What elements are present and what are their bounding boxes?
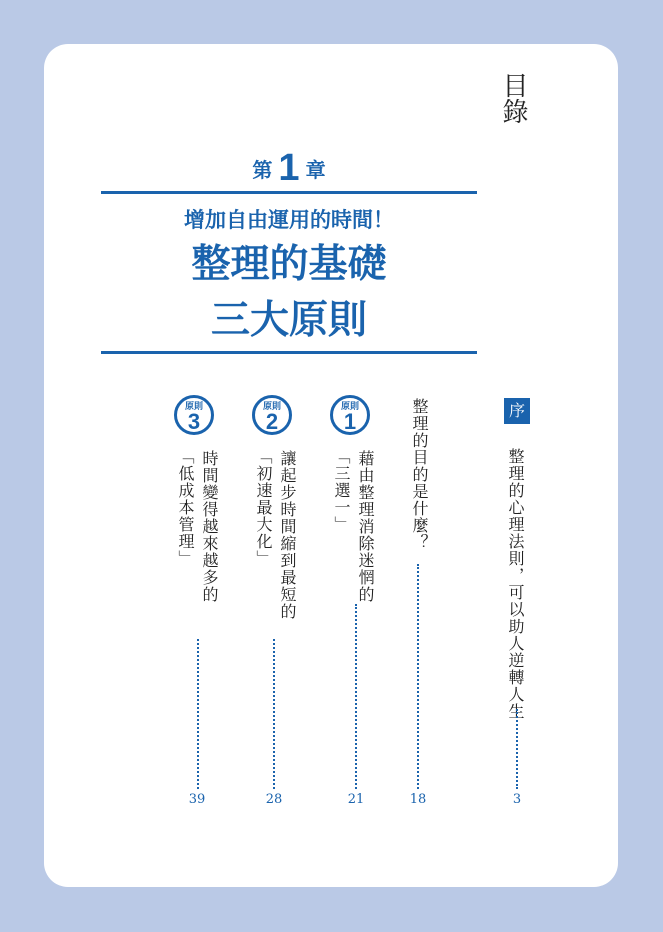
purpose-leader-dots [417,564,419,789]
title-bottom-rule [101,351,477,354]
toc-heading: 目錄 [498,72,528,124]
principle-2-leader-dots [273,639,275,789]
principle-3-badge [174,395,214,435]
principle-1-page-number: 21 [347,792,365,807]
preface-entry-text[interactable]: 整理的心理法則，可以助人逆轉人生 [506,448,525,720]
principle-2-badge [252,395,292,435]
preface-page-number: 3 [512,792,522,807]
principle-3-label: 原則 [184,402,203,412]
chapter-subtitle: 增加自由運用的時間！ [184,208,394,232]
chapter-title-line1: 整理的基礎 [191,242,387,287]
principle-1-number: 1 [343,409,357,434]
chapter-heading [244,148,334,188]
chapter-prefix: 第 [252,157,273,182]
principle-2-line2[interactable]: 「初速最大化」 [254,448,273,567]
principle-2-label: 原則 [262,402,281,412]
principle-1-label: 原則 [340,402,359,412]
toc-entry-purpose[interactable]: 整理的目的是什麼？ [410,398,429,551]
principle-3-number: 3 [187,409,201,434]
title-top-rule [101,191,477,194]
principle-3-line1[interactable]: 時間變得越來越多的 [200,450,219,603]
chapter-suffix: 章 [305,157,326,182]
preface-badge: 序 [504,398,530,424]
principle-1-leader-dots [355,604,357,789]
principle-1-line1[interactable]: 藉由整理消除迷惘的 [356,450,375,603]
chapter-number: 1 [278,147,300,189]
principle-1-badge [330,395,370,435]
chapter-title-line2: 三大原則 [210,298,367,343]
purpose-page-number: 18 [409,792,427,807]
toc-page [44,44,618,887]
principle-2-number: 2 [265,409,279,434]
principle-2-line1[interactable]: 讓起步時間縮到最短的 [278,450,297,620]
principle-3-leader-dots [197,639,199,789]
principle-2-page-number: 28 [265,792,283,807]
preface-leader-dots [516,709,518,789]
principle-1-line2[interactable]: 「三選一」 [332,448,351,533]
principle-3-line2[interactable]: 「低成本管理」 [176,448,195,567]
principle-3-page-number: 39 [188,792,206,807]
